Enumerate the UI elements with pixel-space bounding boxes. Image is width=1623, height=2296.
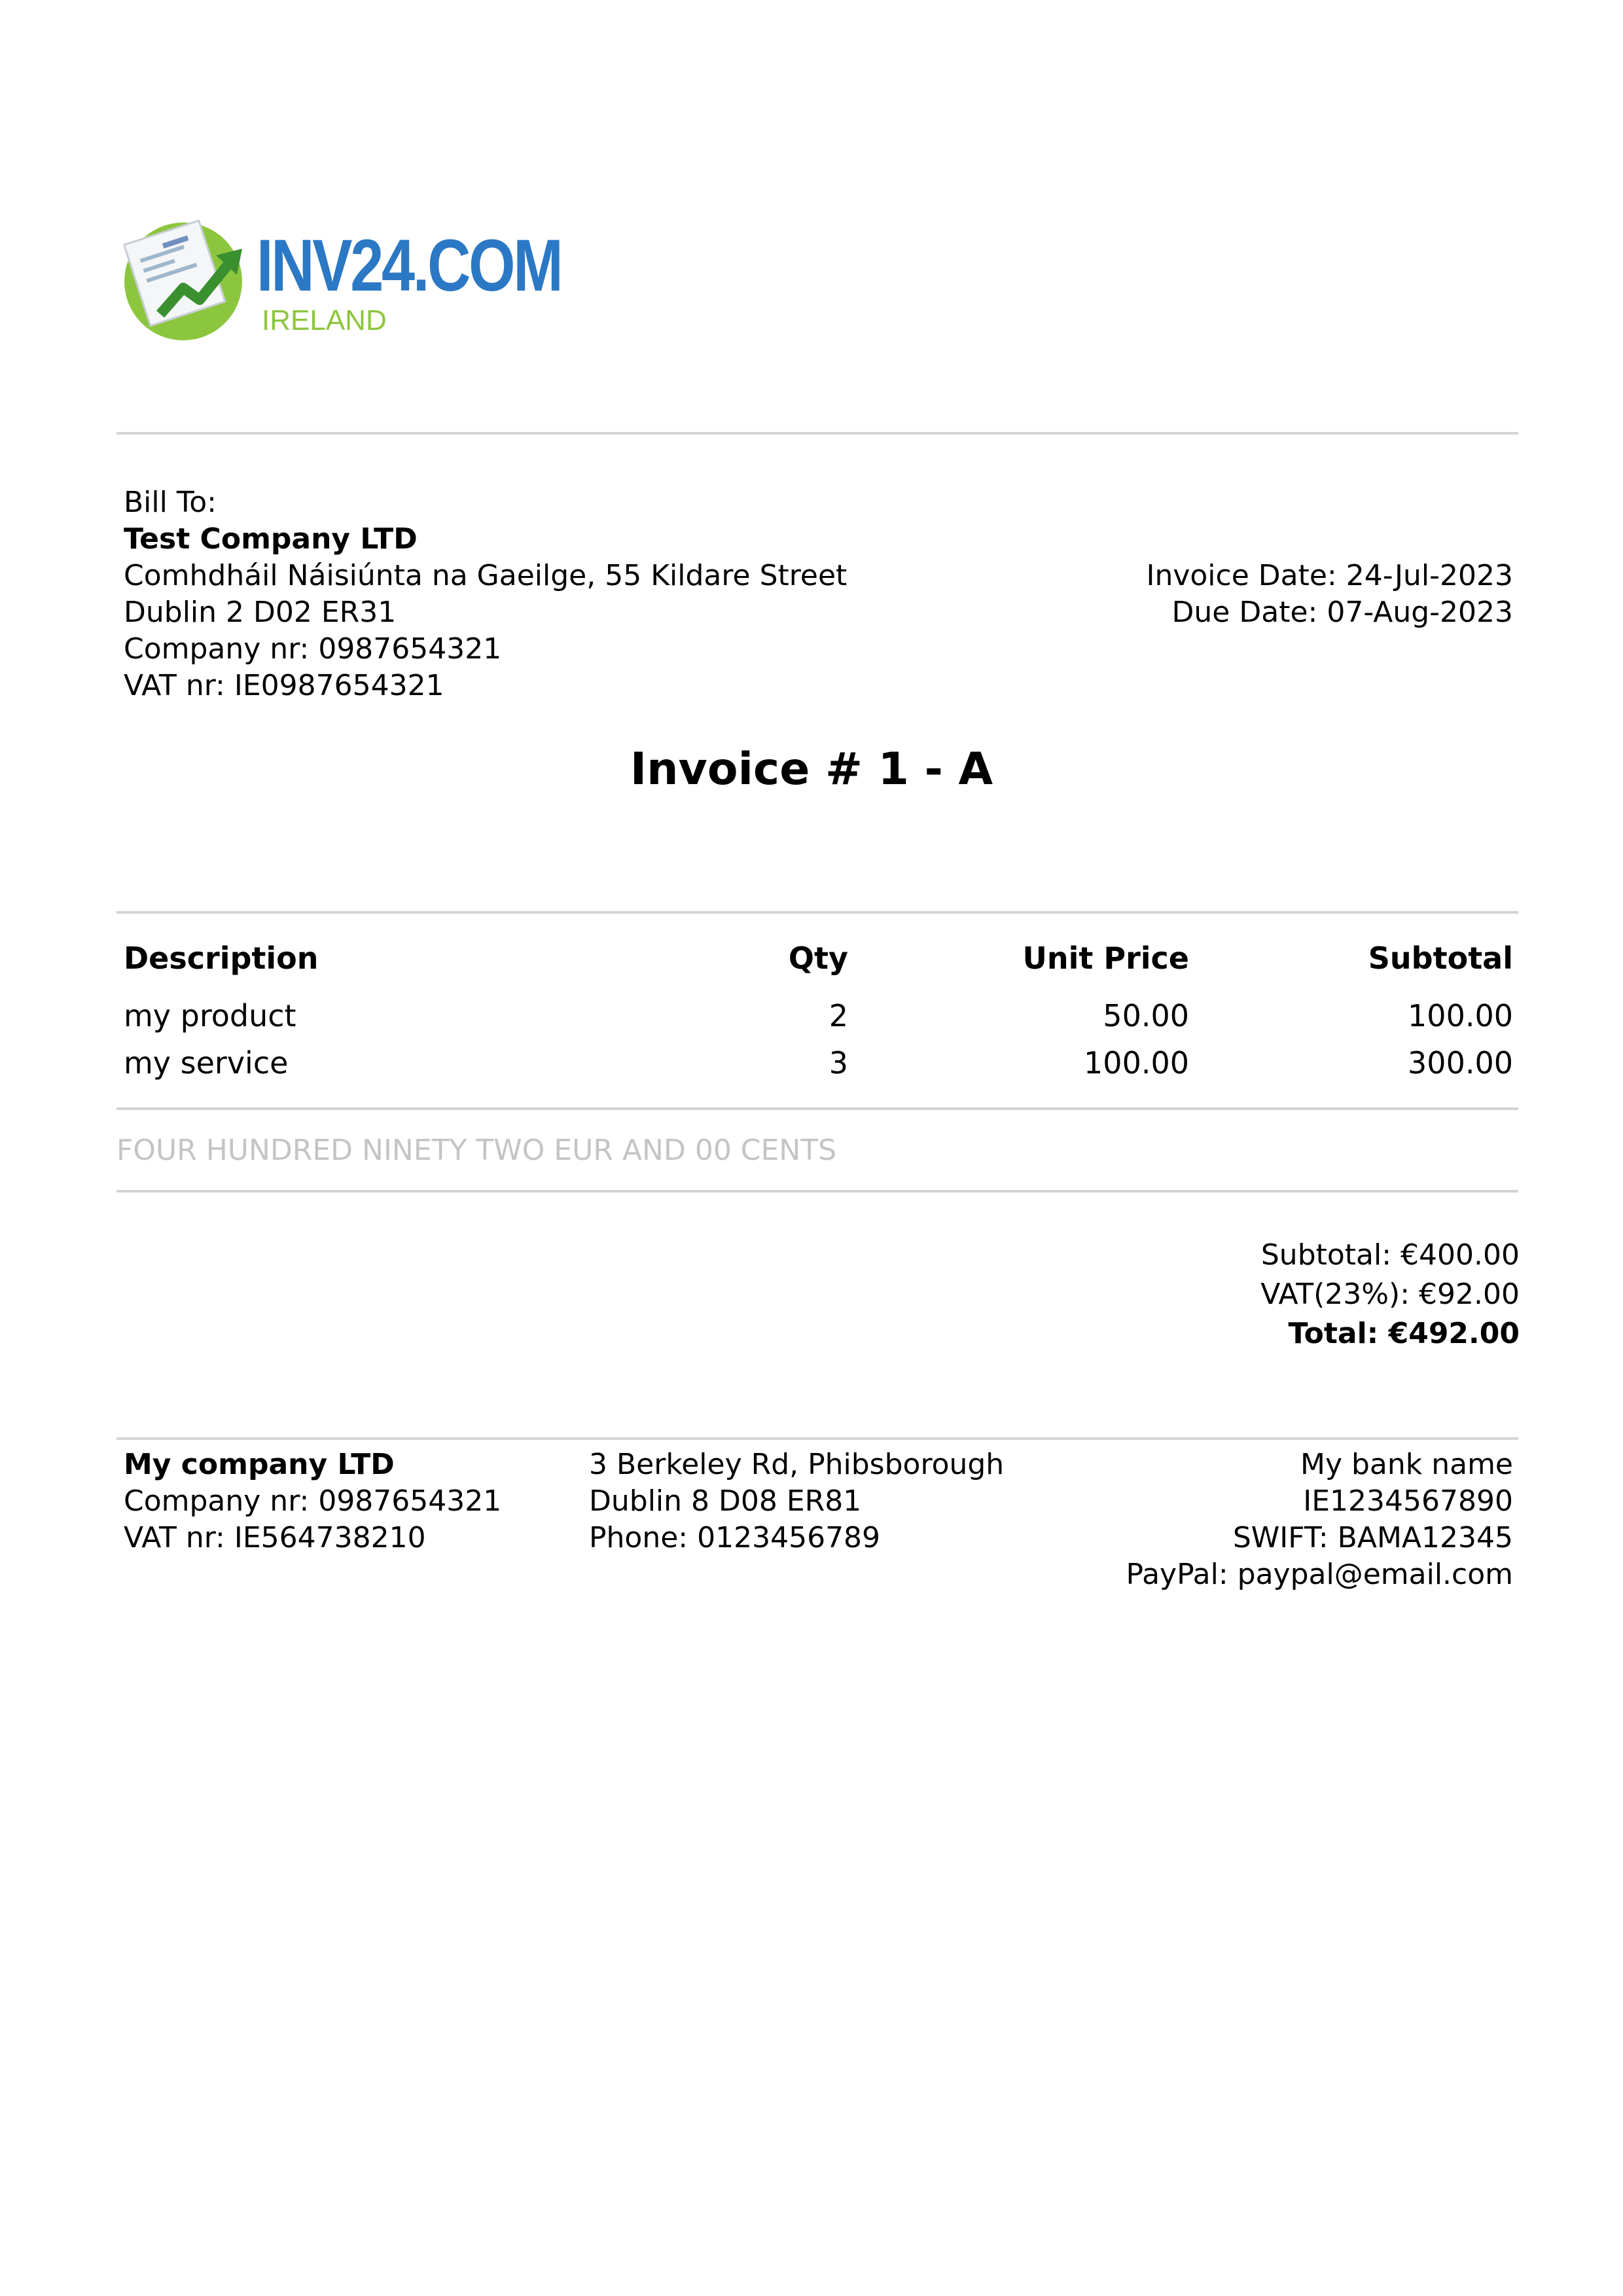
row2-subtotal: 300.00 xyxy=(1408,1045,1513,1081)
footer-address-column xyxy=(589,1446,1004,1556)
footer-address-line2: Dublin 8 D08 ER81 xyxy=(589,1484,862,1518)
bill-to-company-nr: Company nr: 0987654321 xyxy=(124,632,502,666)
footer-divider xyxy=(116,1437,1518,1440)
header-description: Description xyxy=(124,941,319,976)
footer-company-name: My company LTD xyxy=(124,1448,395,1481)
company-logo xyxy=(118,209,562,347)
footer-address-line1: 3 Berkeley Rd, Phibsborough xyxy=(589,1448,1005,1481)
header-qty: Qty xyxy=(788,941,848,976)
row2-description: my service xyxy=(124,1045,289,1081)
header-divider xyxy=(116,432,1518,435)
words-divider xyxy=(116,1190,1518,1193)
totals-subtotal: Subtotal: €400.00 xyxy=(1260,1238,1520,1272)
row2-qty: 3 xyxy=(829,1045,848,1081)
footer-paypal: PayPal: paypal@email.com xyxy=(1126,1558,1513,1591)
totals-total: Total: €492.00 xyxy=(1288,1317,1520,1350)
footer-phone: Phone: 0123456789 xyxy=(589,1521,881,1554)
due-date: Due Date: 07-Aug-2023 xyxy=(1171,596,1513,629)
footer-company-nr: Company nr: 0987654321 xyxy=(124,1484,502,1518)
totals-block xyxy=(1260,1236,1520,1354)
bill-to-address-line2: Dublin 2 D02 ER31 xyxy=(124,596,397,629)
row2-unit-price: 100.00 xyxy=(1084,1045,1189,1081)
bill-to-vat-nr: VAT nr: IE0987654321 xyxy=(124,669,444,702)
invoice-title: Invoice # 1 - A xyxy=(630,744,993,795)
totals-vat: VAT(23%): €92.00 xyxy=(1260,1278,1520,1311)
header-unit-price: Unit Price xyxy=(1022,941,1189,976)
footer-vat-nr: VAT nr: IE564738210 xyxy=(124,1521,426,1554)
table-bottom-divider xyxy=(116,1107,1518,1110)
row1-qty: 2 xyxy=(829,998,848,1033)
row1-description: my product xyxy=(124,998,296,1033)
footer-swift: SWIFT: BAMA12345 xyxy=(1232,1521,1513,1554)
bill-to-company: Test Company LTD xyxy=(124,522,418,556)
header-subtotal: Subtotal xyxy=(1368,941,1513,976)
amount-in-words: FOUR HUNDRED NINETY TWO EUR AND 00 CENTS xyxy=(116,1134,837,1167)
logo-name: INV24.COM xyxy=(257,224,562,306)
invoice-dates xyxy=(1146,558,1513,631)
bill-to-address-line1: Comhdháil Náisiúnta na Gaeilge, 55 Kildare Street xyxy=(124,559,847,592)
footer-bank-name: My bank name xyxy=(1300,1448,1513,1481)
footer-company-column xyxy=(124,1446,501,1556)
table-top-divider xyxy=(116,911,1518,914)
invoice-chart-icon xyxy=(118,209,255,347)
logo-subtitle: IRELAND xyxy=(262,304,387,336)
row1-unit-price: 50.00 xyxy=(1103,998,1189,1033)
bill-to-block xyxy=(124,484,847,704)
row1-subtotal: 100.00 xyxy=(1408,998,1513,1033)
invoice-date: Invoice Date: 24-Jul-2023 xyxy=(1146,559,1513,592)
footer-bank-column xyxy=(1126,1446,1513,1593)
bill-to-label: Bill To: xyxy=(124,486,217,519)
footer-iban: IE1234567890 xyxy=(1303,1484,1513,1518)
